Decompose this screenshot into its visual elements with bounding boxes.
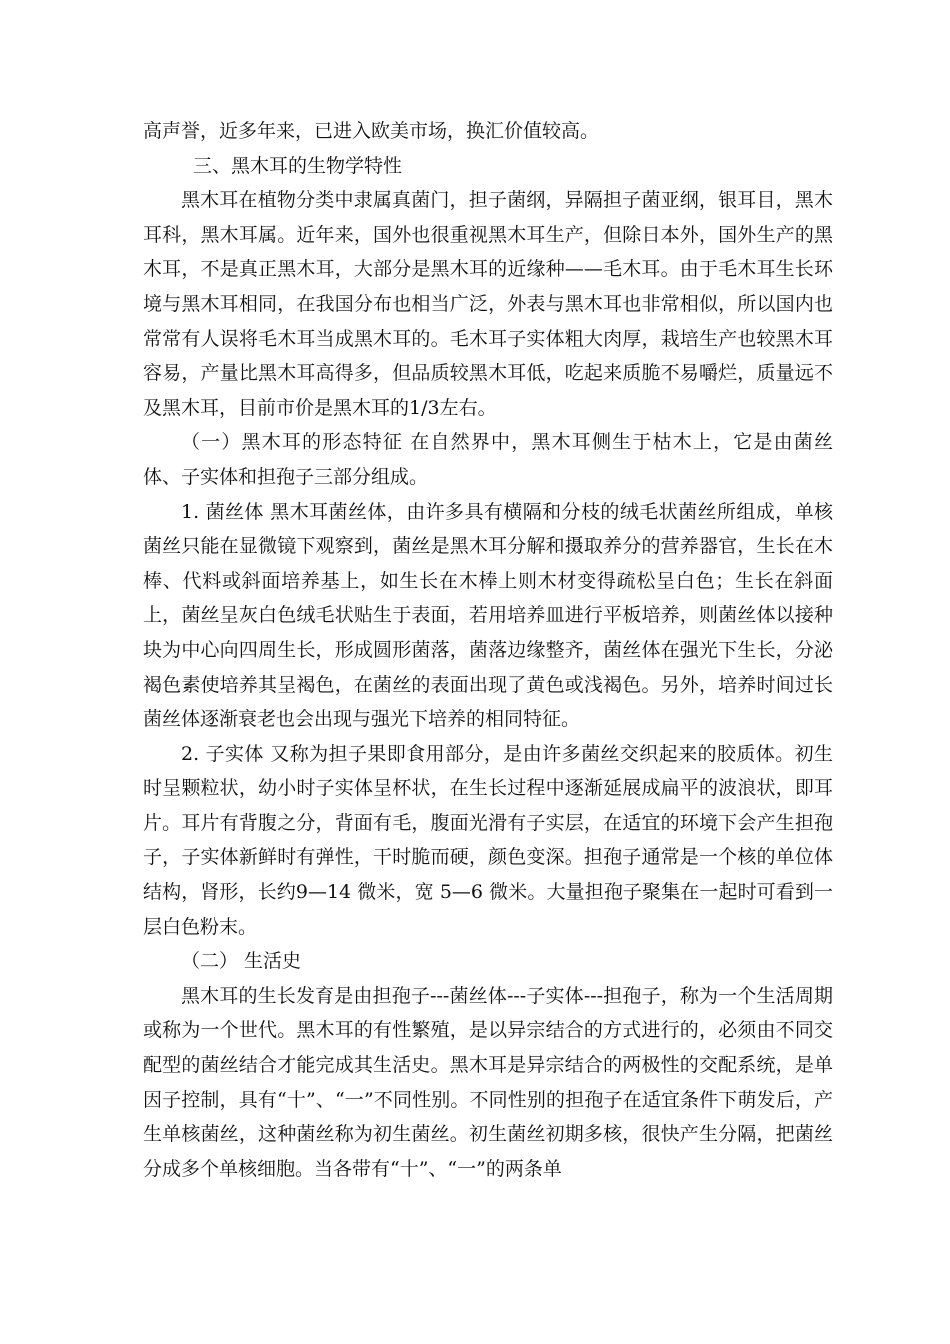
section-heading-biology: 三、黑木耳的生物学特性 <box>193 154 403 177</box>
paragraph-life-cycle: 黑木耳的生长发育是由担孢子---菌丝体---子实体---担孢子，称为一个生活周期或称为一个世代。黑木耳的有性繁殖，是以异宗结合的方式进行的，必须由不同交配型的菌丝结合才能完成其生活史。黑木耳是异宗结合的两极性的交配系统，是单因子控制，具有“十”、“一”不同性别。不同性别的担孢子在适宜条件下萌发后，产生单核菌丝，这种菌丝称为初生菌丝。初生菌丝初期多核，很快产生分隔，把菌丝分成多个单核细胞。当各带有“十”、“一”的两条单 <box>143 984 833 1180</box>
document-body <box>143 114 833 1186</box>
subsection-morphology: （一）黑木耳的形态特征 在自然界中，黑木耳侧生于枯木上，它是由菌丝体、子实体和担孢子三部分组成。 <box>143 431 833 488</box>
subsection-life-history: （二） 生活史 <box>181 950 302 973</box>
paragraph-continuation: 高声誉，近多年来，已进入欧美市场，换汇价值较高。 <box>143 120 600 142</box>
paragraph-mycelium: 1. 菌丝体 黑木耳菌丝体，由许多具有横隔和分枝的绒毛状菌丝所组成，单核菌丝只能在显微镜下观察到，菌丝是黑木耳分解和摄取养分的营养器官，生长在木棒、代料或斜面培养基上，如生长在木棒上则木材变得疏松呈白色；生长在斜面上，菌丝呈灰白色绒毛状贴生于表面，若用培养皿进行平板培养，则菌丝体以接种块为中心向四周生长，形成圆形菌落，菌落边缘整齐，菌丝体在强光下生长，分泌褐色素使培养其呈褐色，在菌丝的表面出现了黄色或浅褐色。另外，培养时间过长菌丝体逐渐衰老也会出现与强光下培养的相同特征。 <box>143 500 833 731</box>
paragraph-fruiting-body: 2. 子实体 又称为担子果即食用部分，是由许多菌丝交织起来的胶质体。初生时呈颗粒状，幼小时子实体呈杯状，在生长过程中逐渐延展成扁平的波浪状，即耳片。耳片有背腹之分，背面有毛，腹面光滑有子实层，在适宜的环境下会产生担孢子，子实体新鲜时有弹性，干时脆而硬，颜色变深。担孢子通常是一个核的单位体结构，肾形，长约9—14 微米，宽 5—6 微米。大量担孢子聚集在一起时可看到一层白色粉末。 <box>143 742 833 938</box>
paragraph-classification: 黑木耳在植物分类中隶属真菌门，担子菌纲，异隔担子菌亚纲，银耳目，黑木耳科，黑木耳属。近年来，国外也很重视黑木耳生产，但除日本外，国外生产的黑木耳，不是真正黑木耳，大部分是黑木耳的近缘种——毛木耳。由于毛木耳生长环境与黑木耳相同，在我国分布也相当广泛，外表与黑木耳也非常相似，所以国内也常常有人误将毛木耳当成黑木耳的。毛木耳子实体粗大肉厚，栽培生产也较黑木耳容易，产量比黑木耳高得多，但品质较黑木耳低，吃起来质脆不易嚼烂，质量远不及黑木耳，目前市价是黑木耳的1/3左右。 <box>143 189 833 419</box>
